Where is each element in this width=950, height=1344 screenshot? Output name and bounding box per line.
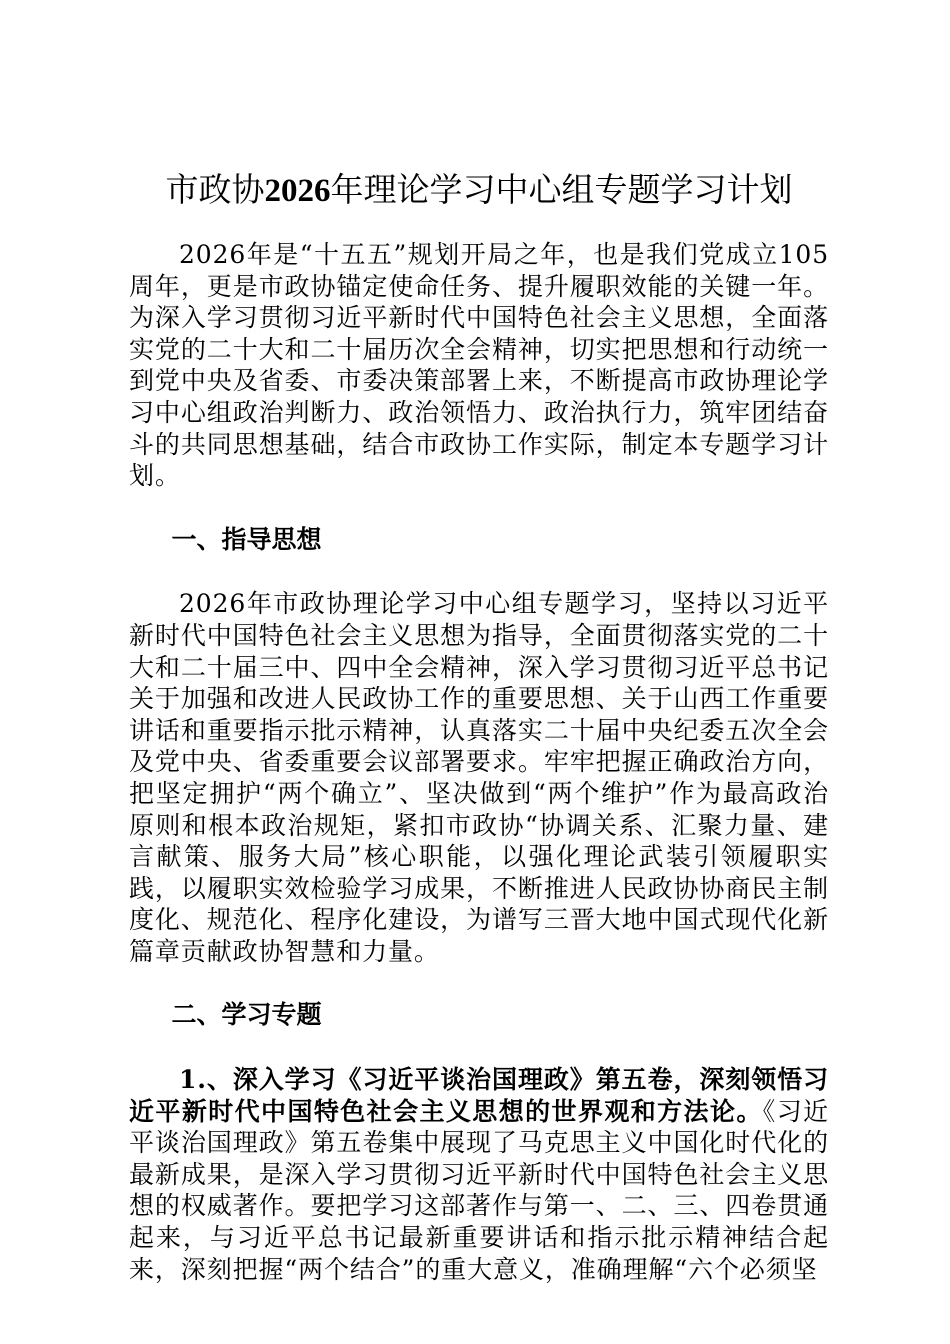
intro-paragraph: 2026年是“十五五”规划开局之年，也是我们党成立105周年，更是市政协锚定使命任务、提升履职效能的关键一年。为深入学习贯彻习近平新时代中国特色社会主义思想，全面落实党的二十大和二十届历次全会精神，切实把思想和行动统一到党中央及省委、市委决策部署上来，不断提高市政协理论学习中心组政治判断力、政治领悟力、政治执行力，筑牢团结奋斗的共同思想基础，结合市政协工作实际，制定本专题学习计划。	[129, 240, 829, 491]
title-suffix: 年理论学习中心组专题学习计划	[330, 170, 793, 209]
title-year: 2026	[264, 173, 331, 209]
item-1-lead: 1.、深入学习《习近平谈治国理政》第五卷，深刻领悟习近平新时代中国特色社会主义思想的世界观和方法论。	[129, 1065, 829, 1126]
guiding-thought-paragraph: 2026年市政协理论学习中心组专题学习，坚持以习近平新时代中国特色社会主义思想为指导，全面贯彻落实党的二十大和二十届三中、四中全会精神，深入学习贯彻习近平总书记关于加强和改进人民政协工作的重要思想、关于山西工作重要讲话和重要指示批示精神，认真落实二十届中央纪委五次全会及党中央、省委重要会议部署要求。牢牢把握正确政治方向，把坚定拥护“两个确立”、坚决做到“两个维护”作为最高政治原则和根本政治规矩，紧扣市政协“协调关系、汇聚力量、建言献策、服务大局”核心职能，以强化理论武装引领履职实践，以履职实效检验学习成果，不断推进人民政协协商民主制度化、规范化、程序化建设，为谱写三晋大地中国式现代化新篇章贡献政协智慧和力量。	[129, 589, 829, 966]
study-topic-item-1	[129, 1064, 829, 1285]
document-page	[129, 168, 829, 1285]
title-prefix: 市政协	[165, 170, 265, 209]
item-1-text: 《习近平谈治国理政》第五卷集中展现了马克思主义中国化时代化的最新成果，是深入学习贯彻习近平新时代中国特色社会主义思想的权威著作。要把学习这部著作与第一、二、三、四卷贯通起来，与习近平总书记最新重要讲话和指示批示精神结合起来，深刻把握“两个结合”的重大意义，准确理解“六个必须坚	[129, 1096, 829, 1284]
document-title	[125, 168, 833, 213]
section-heading-study-topics: 二、学习专题	[171, 1000, 322, 1030]
section-heading-guiding-thought: 一、指导思想	[171, 524, 322, 554]
